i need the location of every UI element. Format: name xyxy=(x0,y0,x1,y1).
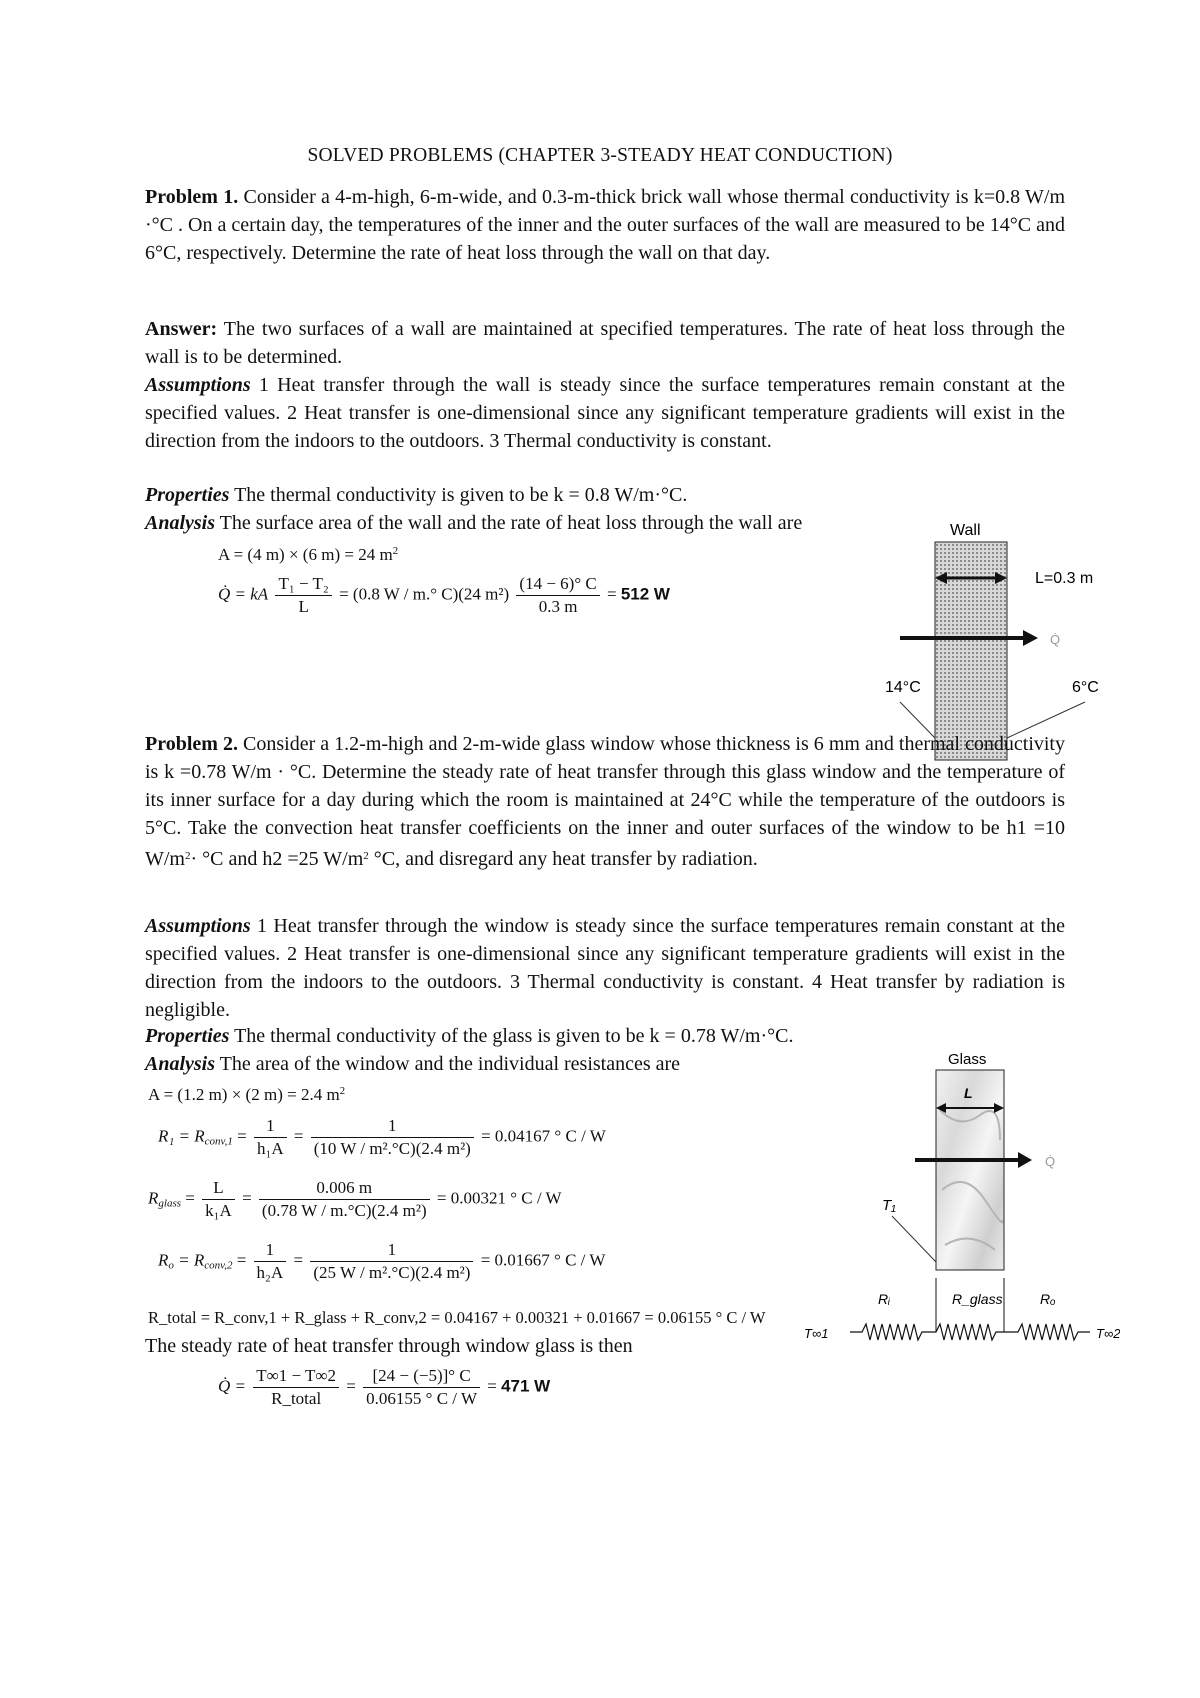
problem2-heat-rate-equation: Q̇ = $\frac{T\infty 1 - T\infty 2}{\text{R\_total}}$ = $\frac{[24 - (-5)]^\circ C}{0.06155 ^\circ C / W}$ = 471 W xyxy=(218,1366,551,1408)
area-eq-text: A = (4 m) × (6 m) = 24 m xyxy=(218,545,393,564)
problem1-text: Consider a 4-m-high, 6-m-wide, and 0.3-m-thick brick wall whose thermal conductivity is k=0.8 W/m ·°C . On a certain day, the temperatures of the inner and the outer surfaces of the wall are measured to be 14°C and 6°C, respectively. Determine the rate of heat loss through the wall on that day. xyxy=(145,186,1066,264)
Ri-label: Rᵢ xyxy=(878,1291,890,1307)
q-frac2-num: (14 − 6)° C xyxy=(516,573,599,596)
problem2-text-a: Consider a 1.2-m-high and 2-m-wide glass window whose thickness is 6 mm and thermal conductivity is k =0.78 W/m · °C. Determine the steady rate of heat transfer through this glass window and the temperature of its inner surface for a day during which the room is maintained at 24°C while the temperature of the outdoors is 5°C. Take the convection heat transfer coefficients on the inner and outer surfaces of the window to be h1 =10 W/m xyxy=(145,733,1065,870)
problem2-text-b: · °C and h2 =25 W/m xyxy=(190,848,364,870)
problem1-analysis xyxy=(145,509,802,537)
r1-den1: h₁A xyxy=(256,1139,284,1158)
heat-flow-label: Q̇ xyxy=(1050,632,1061,647)
q2-num: T∞1 − T∞2 xyxy=(253,1365,339,1388)
ro-num1: 1 xyxy=(254,1239,287,1262)
steady-rate-text: The steady rate of heat transfer through window glass is then xyxy=(145,1335,633,1357)
q-lhs: Q̇ = kA xyxy=(218,584,269,604)
q2-fraction-1 xyxy=(253,1365,339,1410)
q-frac1-num: T₁ − T₂ xyxy=(275,573,331,596)
r1-result: = 0.04167 ° C / W xyxy=(481,1126,606,1146)
glass-figure xyxy=(800,1050,1120,1380)
q-frac2-den: 0.3 m xyxy=(538,597,578,616)
rg-sub: glass xyxy=(158,1197,182,1210)
q2-lhs: Q̇ = xyxy=(218,1376,246,1396)
q2-den: R_total xyxy=(271,1389,322,1408)
q2-num2: [24 − (−5)]° C xyxy=(363,1365,480,1388)
q2-result: 471 W xyxy=(501,1376,551,1396)
problem1-statement xyxy=(145,183,1065,267)
assumptions2-label: Assumptions xyxy=(145,915,251,937)
problem2-label: Problem 2. xyxy=(145,733,238,755)
ro-fraction-1 xyxy=(254,1239,287,1284)
r1-lhs: R₁ = R xyxy=(158,1126,205,1146)
r1-num1: 1 xyxy=(254,1115,287,1138)
r1-num2: 1 xyxy=(311,1115,474,1138)
rg-num1: L xyxy=(202,1177,235,1200)
ro-lhs: R xyxy=(158,1250,169,1270)
Tinf1-label: T∞1 xyxy=(804,1326,829,1341)
page-title: SOLVED PROBLEMS (CHAPTER 3-STEADY HEAT CONDUCTION) xyxy=(307,145,893,166)
q-equals: = xyxy=(606,584,617,604)
r1-sub: conv,1 xyxy=(204,1135,233,1148)
problem2-area-equation xyxy=(148,1085,345,1105)
problem2-statement xyxy=(145,730,1065,873)
problem1-assumptions xyxy=(145,371,1065,455)
r1-equation: $R_1 = R_{conv,1}$ = $\frac{1}{\text{h₁A}}$ = $\frac{1}{\text{(10 W / m².°C)(2.4 m²)}}$ = 0.04167 ° C / W xyxy=(158,1116,606,1158)
glass-heat-arrow-head xyxy=(1018,1152,1032,1168)
rglass-equation: $R_{glass}$ = $\frac{L}{\text{k₁A}}$ = $\frac{0.006 m}{\text{(0.78 W / m.°C)(2.4 m²)}}$ = 0.00321 ° C / W xyxy=(148,1178,562,1220)
problem2-analysis xyxy=(145,1050,680,1078)
problem1-answer xyxy=(145,315,1065,371)
ro-mid: = R xyxy=(178,1250,205,1270)
ro-lhs-sub: o xyxy=(168,1259,174,1272)
rg-result: = 0.00321 ° C / W xyxy=(436,1188,562,1208)
analysis2-label: Analysis xyxy=(145,1053,216,1075)
area-eq-exp: 2 xyxy=(392,545,399,557)
T1-leader xyxy=(892,1216,936,1262)
outer-temp-label: 6°C xyxy=(1072,679,1099,696)
q-frac1-den: L xyxy=(298,597,309,616)
rtotal-equation: R_total = R_conv,1 + R_glass + R_conv,2 = 0.04167 + 0.00321 + 0.01667 = 0.06155 ° C / W xyxy=(148,1308,766,1327)
Rglass-label: R_glass xyxy=(952,1291,1003,1307)
analysis-label: Analysis xyxy=(145,512,216,534)
q-result: 512 W xyxy=(620,584,670,604)
rg-den2: (0.78 W / m.°C)(2.4 m²) xyxy=(261,1201,427,1220)
properties-text: The thermal conductivity is given to be k = 0.8 W/m·°C. xyxy=(229,484,688,506)
ro-sub: conv,2 xyxy=(204,1259,233,1272)
problem2-sup-2: 2 xyxy=(363,850,369,862)
problem2-properties xyxy=(145,1022,793,1050)
assumptions-label: Assumptions xyxy=(145,374,251,396)
ro-den1: h₂A xyxy=(256,1263,284,1282)
r1-fraction-1 xyxy=(254,1115,287,1160)
assumptions2-text: 1 Heat transfer through the window is steady since the surface temperatures remain constant at the specified values. 2 Heat transfer is one-dimensional since any significant temperature gradients will exist in the direction from the indoors to the outdoors. 3 Thermal conductivity is constant. 4 Heat transfer by radiation is negligible. xyxy=(145,915,1065,1021)
q2-equals: = xyxy=(487,1376,497,1396)
r1-fraction-2 xyxy=(311,1115,474,1160)
answer-label: Answer: xyxy=(145,318,218,340)
ro-result: = 0.01667 ° C / W xyxy=(480,1250,606,1270)
assumptions-text: 1 Heat transfer through the wall is steady since the surface temperatures remain constant at the specified values. 2 Heat transfer is one-dimensional since any significant temperature gradients will exist in the direction from the indoors to the outdoors. 3 Thermal conductivity is constant. xyxy=(145,374,1065,452)
properties2-text: The thermal conductivity of the glass is given to be k = 0.78 W/m·°C. xyxy=(229,1025,794,1047)
q2-den2: 0.06155 ° C / W xyxy=(366,1389,477,1408)
thermal-circuit-resistors xyxy=(850,1324,1090,1340)
analysis2-text: The area of the window and the individual resistances are xyxy=(215,1053,681,1075)
T1-label: T₁ xyxy=(882,1197,896,1214)
Ro-label: Rₒ xyxy=(1040,1291,1056,1307)
properties2-label: Properties xyxy=(145,1025,230,1047)
rg-fraction-1 xyxy=(202,1177,235,1222)
q-fraction-1 xyxy=(275,573,331,618)
thickness-label: L=0.3 m xyxy=(1035,570,1094,587)
problem1-label: Problem 1. xyxy=(145,186,239,208)
q-mid: = (0.8 W / m.° C)(24 m²) xyxy=(339,584,510,604)
heat-flow-arrow-head xyxy=(1023,630,1038,646)
q2-fraction-2 xyxy=(363,1365,480,1410)
properties-label: Properties xyxy=(145,484,230,506)
rg-fraction-2 xyxy=(259,1177,430,1222)
q-fraction-2 xyxy=(516,573,599,618)
problem1-heat-rate-equation xyxy=(218,573,670,618)
problem2-sup-1: 2 xyxy=(185,850,191,862)
ro-num2: 1 xyxy=(310,1239,473,1262)
ro-equation: $R_o = R_{conv,2}$ = $\frac{1}{\text{h₂A}}$ = $\frac{1}{\text{(25 W / m².°C)(2.4 m²)}}$ = 0.01667 ° C / W xyxy=(158,1240,606,1282)
inner-temp-label: 14°C xyxy=(885,679,921,696)
problem2-assumptions xyxy=(145,912,1065,1024)
area2-eq-exp: 2 xyxy=(339,1085,346,1097)
wall-label: Wall xyxy=(950,522,981,539)
answer-text: The two surfaces of a wall are maintained at specified temperatures. The rate of heat loss through the wall is to be determined. xyxy=(145,318,1065,368)
analysis-text: The surface area of the wall and the rate of heat loss through the wall are xyxy=(215,512,803,534)
rg-den1: k₁A xyxy=(205,1201,232,1220)
Tinf2-label: T∞2 xyxy=(1096,1326,1120,1341)
ro-den2: (25 W / m².°C)(2.4 m²) xyxy=(313,1263,471,1282)
area2-eq-text: A = (1.2 m) × (2 m) = 2.4 m xyxy=(148,1085,340,1104)
problem1-properties xyxy=(145,481,687,509)
ro-fraction-2 xyxy=(310,1239,473,1284)
problem1-area-equation xyxy=(218,545,398,565)
glass-label: Glass xyxy=(948,1051,987,1068)
r1-den2: (10 W / m².°C)(2.4 m²) xyxy=(313,1139,471,1158)
problem2-text-c: °C, and disregard any heat transfer by radiation. xyxy=(368,848,758,870)
glass-heat-label: Q̇ xyxy=(1045,1154,1056,1169)
rg-lhs: R xyxy=(148,1188,159,1208)
rg-num2: 0.006 m xyxy=(259,1177,430,1200)
glass-L-label: L xyxy=(964,1085,973,1101)
